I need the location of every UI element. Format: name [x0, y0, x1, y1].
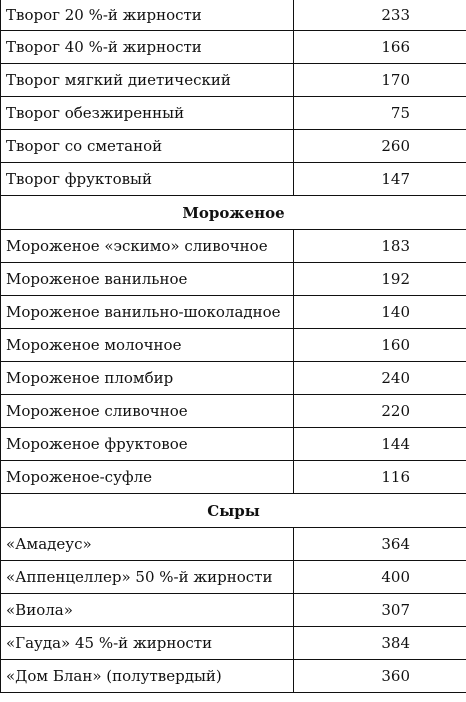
calorie-value: 140 [381, 303, 410, 321]
calorie-value-cell [294, 329, 466, 362]
table-row [1, 461, 466, 494]
calorie-value-cell [294, 130, 466, 163]
calorie-value-cell [294, 428, 466, 461]
table-row [1, 594, 466, 627]
section-title: Сыры [1, 494, 466, 528]
product-name-cell: Творог мягкий диетический [1, 64, 294, 97]
table-row [1, 97, 466, 130]
calorie-value: 360 [381, 667, 410, 685]
table-row [1, 0, 466, 31]
product-name-cell: Творог со сметаной [1, 130, 294, 163]
product-name-cell: Мороженое сливочное [1, 395, 294, 428]
table-row [1, 428, 466, 461]
calorie-value-cell [294, 97, 466, 130]
calorie-value: 233 [381, 6, 410, 24]
product-name-cell: Творог 40 %-й жирности [1, 31, 294, 64]
calorie-value: 220 [381, 402, 410, 420]
table-row [1, 660, 466, 693]
table-row [1, 130, 466, 163]
calorie-value-cell [294, 395, 466, 428]
calorie-value: 160 [381, 336, 410, 354]
table-row [1, 31, 466, 64]
calorie-value-cell [294, 64, 466, 97]
calorie-value: 170 [381, 71, 410, 89]
calorie-value: 116 [381, 468, 410, 486]
product-name-cell: Творог 20 %-й жирности [1, 0, 294, 31]
calorie-table-body [1, 0, 466, 693]
table-row [1, 64, 466, 97]
calorie-value: 400 [381, 568, 410, 586]
table-row [1, 561, 466, 594]
table-row [1, 296, 466, 329]
product-name-cell: «Виола» [1, 594, 294, 627]
product-name-cell: Мороженое-суфле [1, 461, 294, 494]
calorie-value-cell [294, 263, 466, 296]
product-name-cell: Мороженое пломбир [1, 362, 294, 395]
calorie-value-cell [294, 528, 466, 561]
table-row [1, 263, 466, 296]
calorie-value: 144 [381, 435, 410, 453]
table-row [1, 362, 466, 395]
calorie-value: 147 [381, 170, 410, 188]
table-row [1, 395, 466, 428]
product-name-cell: Мороженое ванильно-шоколадное [1, 296, 294, 329]
calorie-value-cell [294, 0, 466, 31]
calorie-value-cell [294, 461, 466, 494]
calorie-value-cell [294, 230, 466, 263]
product-name-cell: Мороженое фруктовое [1, 428, 294, 461]
section-header-row [1, 196, 466, 230]
product-name-cell: Мороженое ванильное [1, 263, 294, 296]
calorie-value: 307 [381, 601, 410, 619]
product-name-cell: «Амадеус» [1, 528, 294, 561]
calorie-value: 240 [381, 369, 410, 387]
table-row [1, 230, 466, 263]
calorie-value-cell [294, 561, 466, 594]
product-name-cell: Мороженое «эскимо» сливочное [1, 230, 294, 263]
product-name-cell: Мороженое молочное [1, 329, 294, 362]
table-row [1, 528, 466, 561]
table-row [1, 627, 466, 660]
calorie-value: 364 [381, 535, 410, 553]
calorie-value: 75 [390, 104, 410, 122]
calorie-value: 166 [381, 38, 410, 56]
calorie-value-cell [294, 362, 466, 395]
table-row [1, 163, 466, 196]
product-name-cell: Творог обезжиренный [1, 97, 294, 130]
calorie-value-cell [294, 31, 466, 64]
calorie-value: 192 [381, 270, 410, 288]
calorie-value: 384 [381, 634, 410, 652]
calorie-value-cell [294, 660, 466, 693]
product-name-cell: «Аппенцеллер» 50 %-й жирности [1, 561, 294, 594]
calorie-value-cell [294, 296, 466, 329]
product-name-cell: Творог фруктовый [1, 163, 294, 196]
calorie-value-cell [294, 627, 466, 660]
product-name-cell: «Дом Блан» (полутвердый) [1, 660, 294, 693]
table-row [1, 329, 466, 362]
calorie-value: 260 [381, 137, 410, 155]
product-name-cell: «Гауда» 45 %-й жирности [1, 627, 294, 660]
calorie-value-cell [294, 163, 466, 196]
section-header-row [1, 494, 466, 528]
section-title: Мороженое [1, 196, 466, 230]
calorie-value: 183 [381, 237, 410, 255]
calorie-value-cell [294, 594, 466, 627]
